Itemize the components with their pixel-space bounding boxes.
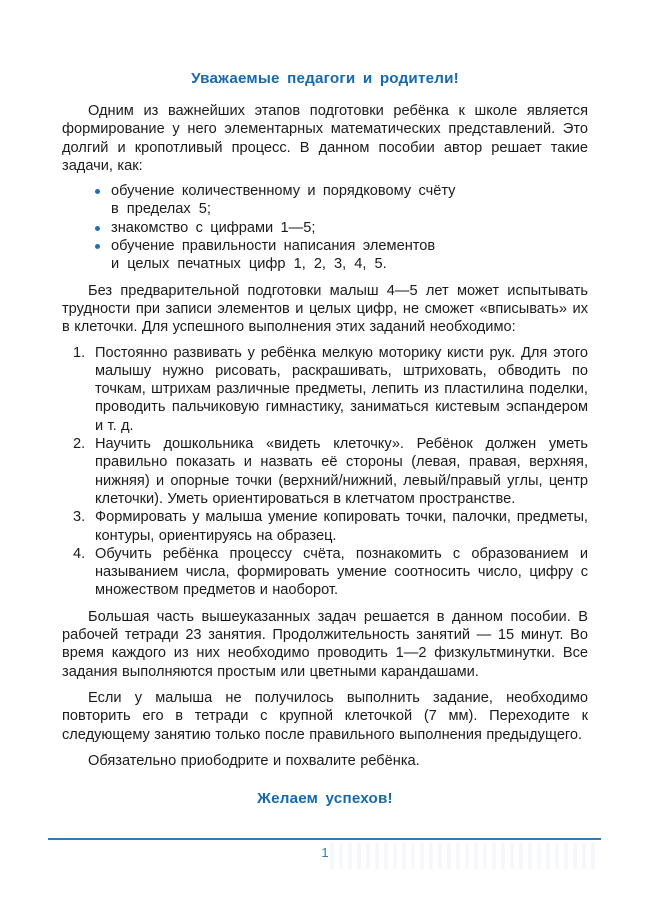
bullet-line-2: и целых печатных цифр 1, 2, 3, 4, 5. <box>111 256 387 273</box>
page-title: Уважаемые педагоги и родители! <box>191 70 459 87</box>
tasks-numbered-list <box>62 344 588 600</box>
list-item-text: Обучить ребёнка процессу счёта, познакомить с образованием и называнием числа, формировать умение соотносить число, цифру с множеством предметов и наоборот. <box>95 545 588 599</box>
list-item-number: 4. <box>73 545 86 562</box>
intro-paragraph: Одним из важнейших этапов подготовки ребёнка к школе является формирование у него элементарных математических представлений. Это долгий и кропотливый процесс. В данном пособии автор решает такие задачи, как: <box>62 103 588 174</box>
list-item <box>62 237 588 274</box>
bullet-line-1: обучение правильности написания элементов <box>111 238 436 255</box>
bullet-line-2: в пределах 5; <box>111 201 211 218</box>
second-intro-paragraph: Без предварительной подготовки малыш 4—5 лет может испытывать трудности при записи элементов и целых цифр, не сможет «вписывать» их в клеточки. Для успешного выполнения этих заданий необходимо: <box>62 282 588 336</box>
bullet-line-1: обучение количественному и порядковому счёту <box>111 183 456 200</box>
bullet-dot-icon <box>95 189 100 194</box>
closing-paragraph-2: Если у малыша не получилось выполнить задание, необходимо повторить его в тетради с крупной клеточкой (7 мм). Переходите к следующему занятию только после правильного выполнения предыдущего. <box>62 689 588 743</box>
list-item-text: Формировать у малыша умение копировать точки, палочки, предметы, контуры, ориентируясь на образец. <box>95 509 588 544</box>
list-item <box>62 545 588 600</box>
page-content <box>62 0 588 808</box>
list-item-text: Научить дошкольника «видеть клеточку». Ребёнок должен уметь правильно показать и назвать её стороны (левая, правая, верхняя, нижняя) и опорные точки (верхний/нижний, левый/правый углы, центр клеточки). Уметь ориентироваться в клетчатом пространстве. <box>95 436 588 507</box>
list-item-number: 1. <box>73 344 86 361</box>
footer-divider <box>48 838 601 840</box>
list-item-number: 2. <box>73 436 86 453</box>
bullet-dot-icon <box>95 226 100 231</box>
list-item <box>62 182 588 219</box>
bullet-line-1: знакомство с цифрами 1—5; <box>111 219 316 236</box>
list-item-number: 3. <box>73 509 86 526</box>
page-number: 1 <box>321 845 329 860</box>
objectives-bullet-list <box>62 182 588 273</box>
closing-heading: Желаем успехов! <box>257 790 393 808</box>
list-item-text: Постоянно развивать у ребёнка мелкую моторику кисти рук. Для этого малышу нужно рисовать, раскрашивать, штриховать, обводить по точкам, штрихам различные предметы, лепить из пластилина поделки, проводить пальчиковую гимнастику, заниматься кистевым эспандером и т. д. <box>95 344 588 434</box>
closing-paragraph-1: Большая часть вышеуказанных задач решается в данном пособии. В рабочей тетради 23 занятия. Продолжительность занятий — 15 минут. Во время каждого из них необходимо проводить 1—2 физкультминутки. Все задания выполняются простым или цветными карандашами. <box>62 608 588 680</box>
list-item <box>62 508 588 545</box>
list-item <box>62 219 588 237</box>
list-item <box>62 435 588 508</box>
list-item <box>62 344 588 435</box>
closing-paragraph-3: Обязательно приободрите и похвалите ребёнка. <box>88 752 420 769</box>
bullet-dot-icon <box>95 244 100 249</box>
